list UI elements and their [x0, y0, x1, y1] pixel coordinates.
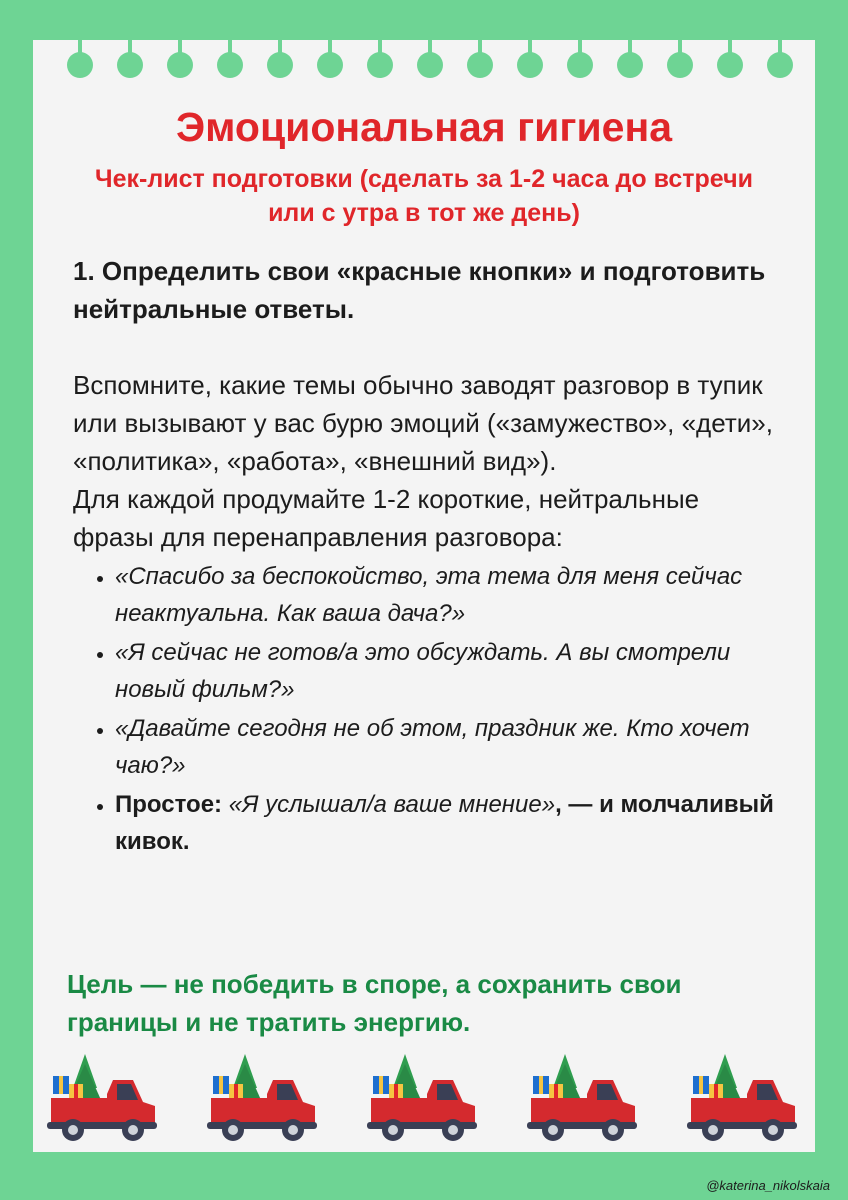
binder-hole-icon — [417, 52, 443, 78]
binder-hole-icon — [267, 52, 293, 78]
binder-hole-icon — [67, 52, 93, 78]
christmas-truck-icon — [367, 1050, 479, 1145]
page-title: Эмоциональная гигиена — [175, 104, 673, 150]
list-item-quote: «Я услышал/а ваше мнение» — [228, 791, 556, 818]
page-subtitle: Чек-лист подготовки (сделать за 1-2 часа до встречи или с утра в тот же день) — [95, 165, 753, 227]
christmas-truck-icon — [207, 1050, 319, 1145]
list-item-suffix: , — и молчаливый кивок. — [115, 791, 774, 855]
binder-hole-icon — [317, 52, 343, 78]
binder-hole-icon — [467, 52, 493, 78]
binder-hole-icon — [167, 52, 193, 78]
binder-hole-icon — [567, 52, 593, 78]
christmas-truck-icon — [47, 1050, 159, 1145]
list-item-prefix: Простое: — [115, 791, 223, 818]
binder-hole-icon — [367, 52, 393, 78]
list-item — [115, 786, 783, 860]
binder-hole-icon — [717, 52, 743, 78]
christmas-truck-icon — [687, 1050, 799, 1145]
goal-statement: Цель — не победить в споре, а сохранить свои границы и не тратить энергию. — [67, 969, 682, 1037]
step-section — [73, 252, 783, 862]
binder-hole-icon — [667, 52, 693, 78]
step-paragraph: Вспомните, какие темы обычно заводят разговор в тупик или вызывают у вас бурю эмоций («замужество», «дети», «политика», «работа», «внешний вид»). — [73, 370, 773, 476]
binder-hole-icon — [617, 52, 643, 78]
binder-holes — [33, 40, 815, 100]
truck-row — [33, 1050, 815, 1145]
list-item: • «Я сейчас не готов/а это обсуждать. А вы смотрели новый фильм?» — [115, 634, 783, 708]
step-heading: 1. Определить свои «красные кнопки» и подготовить нейтральные ответы. — [73, 256, 766, 324]
phrase-list — [73, 558, 783, 860]
christmas-truck-icon — [527, 1050, 639, 1145]
binder-hole-icon — [117, 52, 143, 78]
step-paragraph: Для каждой продумайте 1-2 короткие, нейтральные фразы для перенаправления разговора: — [73, 484, 700, 552]
list-item: • «Давайте сегодня не об этом, праздник же. Кто хочет чаю?» — [115, 710, 783, 784]
list-item: • «Спасибо за беспокойство, эта тема для меня сейчас неактуальна. Как ваша дача?» — [115, 558, 783, 632]
binder-hole-icon — [217, 52, 243, 78]
checklist-card — [33, 40, 815, 1152]
binder-hole-icon — [767, 52, 793, 78]
binder-hole-icon — [517, 52, 543, 78]
author-handle: @katerina_nikolskaia — [706, 1178, 830, 1193]
